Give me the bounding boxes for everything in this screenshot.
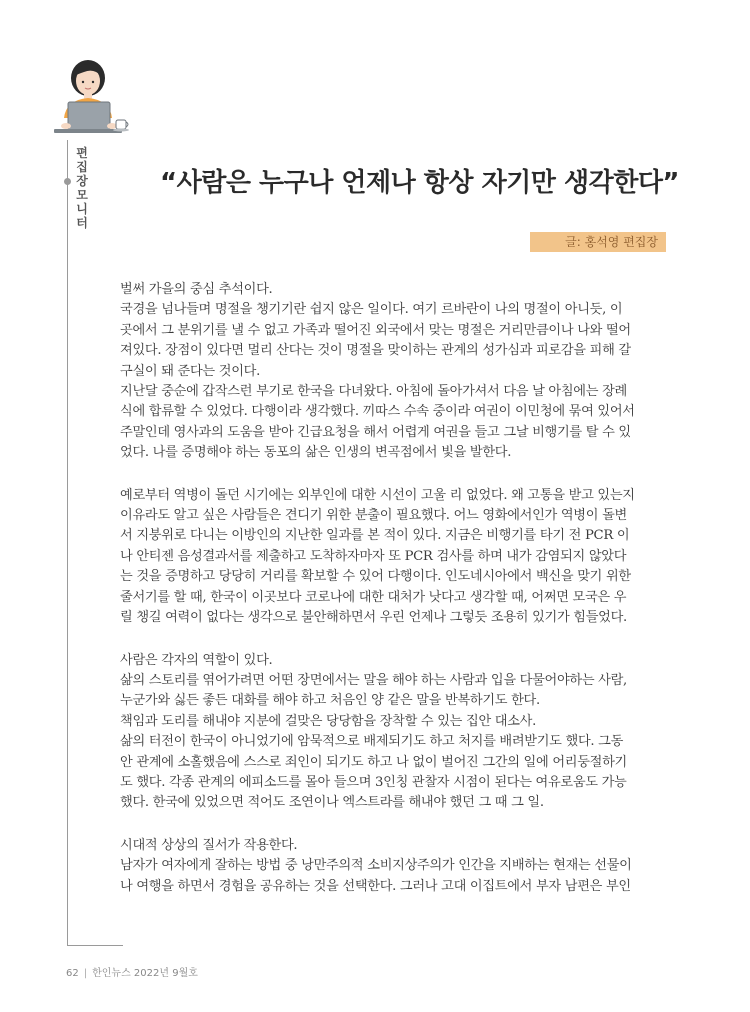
article-line: 주말인데 영사과의 도움을 받아 긴급요청을 해서 어렵게 여권을 들고 그날 비행기를 탈 수 있: [120, 424, 631, 440]
author-byline: 글: 홍석영 편집장: [530, 232, 666, 252]
article-line: 는 것을 증명하고 당당히 거리를 확보할 수 있어 다행이다. 인도네시아에서 백신을 맞기 위한: [120, 569, 631, 585]
article-line: 서 지붕위로 다니는 이방인의 지난한 일과를 본 적이 있다. 지금은 비행기를 타기 전 PCR 이: [120, 528, 630, 544]
article-line: 도 했다. 각종 관계의 에피소드를 몰아 들으며 3인칭 관찰자 시점이 된다는 여유로움도 가능: [120, 774, 627, 790]
woman-with-laptop-icon: [50, 56, 136, 136]
series-label: 편집장모니터: [76, 146, 88, 230]
article-line: 이유라도 알고 싶은 사람들은 견디기 위한 분출이 필요했다. 어느 영화에서인가 역병이 돌변: [120, 508, 627, 524]
article-line: 릴 챙길 여력이 없다는 생각으로 불안해하면서 우린 언제나 그렇듯 조용히 있기가 힘들었다.: [120, 610, 627, 626]
page-number: 62: [66, 968, 79, 979]
article-paragraph: [120, 280, 665, 464]
editor-illustration: [50, 56, 136, 136]
article-line: 나 안티젠 음성결과서를 제출하고 도착하자마자 또 PCR 검사를 하며 내가 감염되지 않았다: [120, 548, 627, 564]
rule-dot: [64, 178, 71, 185]
article-paragraph: [120, 486, 665, 629]
article-line: 벌써 가을의 중심 추석이다.: [120, 282, 273, 297]
article-line: 져있다. 장점이 있다면 멀리 산다는 것이 명절을 맞이하는 관계의 성가심과 피로감을 피해 갈: [120, 343, 631, 359]
article-title: “사람은 누구나 언제나 항상 자기만 생각한다”: [160, 168, 680, 198]
article-line: 식에 합류할 수 있었다. 다행이라 생각했다. 끼따스 수속 중이라 여권이 이민청에 묶여 있어서: [120, 404, 635, 420]
article-line: 지난달 중순에 갑작스런 부기로 한국을 다녀왔다. 아침에 돌아가셔서 다음 날 아침에는 장례: [120, 384, 627, 400]
article-line: 남자가 여자에게 잘하는 방법 중 낭만주의적 소비지상주의가 인간을 지배하는 현재는 선물이: [120, 858, 632, 874]
article-line: 했다. 한국에 있었으면 적어도 조연이나 엑스트라를 해내야 했던 그 때 그 일.: [120, 795, 544, 811]
article-body: [120, 280, 665, 919]
article-line: 삶의 스토리를 엮어가려면 어떤 장면에서는 말을 해야 하는 사람과 입을 다물어야하는 사람,: [120, 672, 627, 688]
publication-issue: 한인뉴스 2022년 9월호: [92, 968, 198, 979]
article-paragraph: [120, 836, 665, 897]
article-line: 나 여행을 하면서 경험을 공유하는 것을 선택한다. 그러나 고대 이집트에서 부자 남편은 부인: [120, 878, 631, 894]
vertical-rule: [67, 140, 68, 946]
article-line: 책임과 도리를 해내야 지분에 걸맞은 당당함을 장착할 수 있는 집안 대소사.: [120, 713, 536, 729]
article-line: 시대적 상상의 질서가 작용한다.: [120, 837, 298, 853]
article-line: 구실이 돼 준다는 것이다.: [120, 363, 260, 379]
article-line: 곳에서 그 분위기를 낼 수 없고 가족과 떨어진 외국에서 맞는 명절은 거리만큼이나 나와 떨어: [120, 322, 631, 338]
article-paragraph: [120, 651, 665, 814]
article-line: 안 관계에 소홀했음에 스스로 죄인이 되기도 하고 나 없이 벌어진 그간의 일에 어리둥절하기: [120, 754, 627, 770]
bottom-rule: [67, 945, 123, 946]
article-line: 누군가와 싫든 좋든 대화를 해야 하고 처음인 양 같은 말을 반복하기도 한다.: [120, 693, 540, 709]
footer-separator: |: [83, 968, 88, 979]
article-line: 었다. 나를 증명해야 하는 동포의 삶은 인생의 변곡점에서 빛을 발한다.: [120, 445, 512, 461]
article-line: 예로부터 역병이 돌던 시기에는 외부인에 대한 시선이 고울 리 없었다. 왜 고통을 받고 있는지: [120, 487, 635, 503]
article-line: 삶의 터전이 한국이 아니었기에 암묵적으로 배제되기도 하고 처지를 배려받기도 했다. 그동: [120, 734, 624, 750]
article-line: 줄서기를 할 때, 한국이 이곳보다 코로나에 대한 대처가 낫다고 생각할 때, 어쩌면 모국은 우: [120, 589, 627, 605]
page-footer: [66, 964, 198, 979]
article-line: 사람은 각자의 역할이 있다.: [120, 652, 273, 668]
article-line: 국경을 넘나들며 명절을 챙기기란 쉽지 않은 일이다. 여기 르바란이 나의 명절이 아니듯, 이: [120, 302, 623, 318]
